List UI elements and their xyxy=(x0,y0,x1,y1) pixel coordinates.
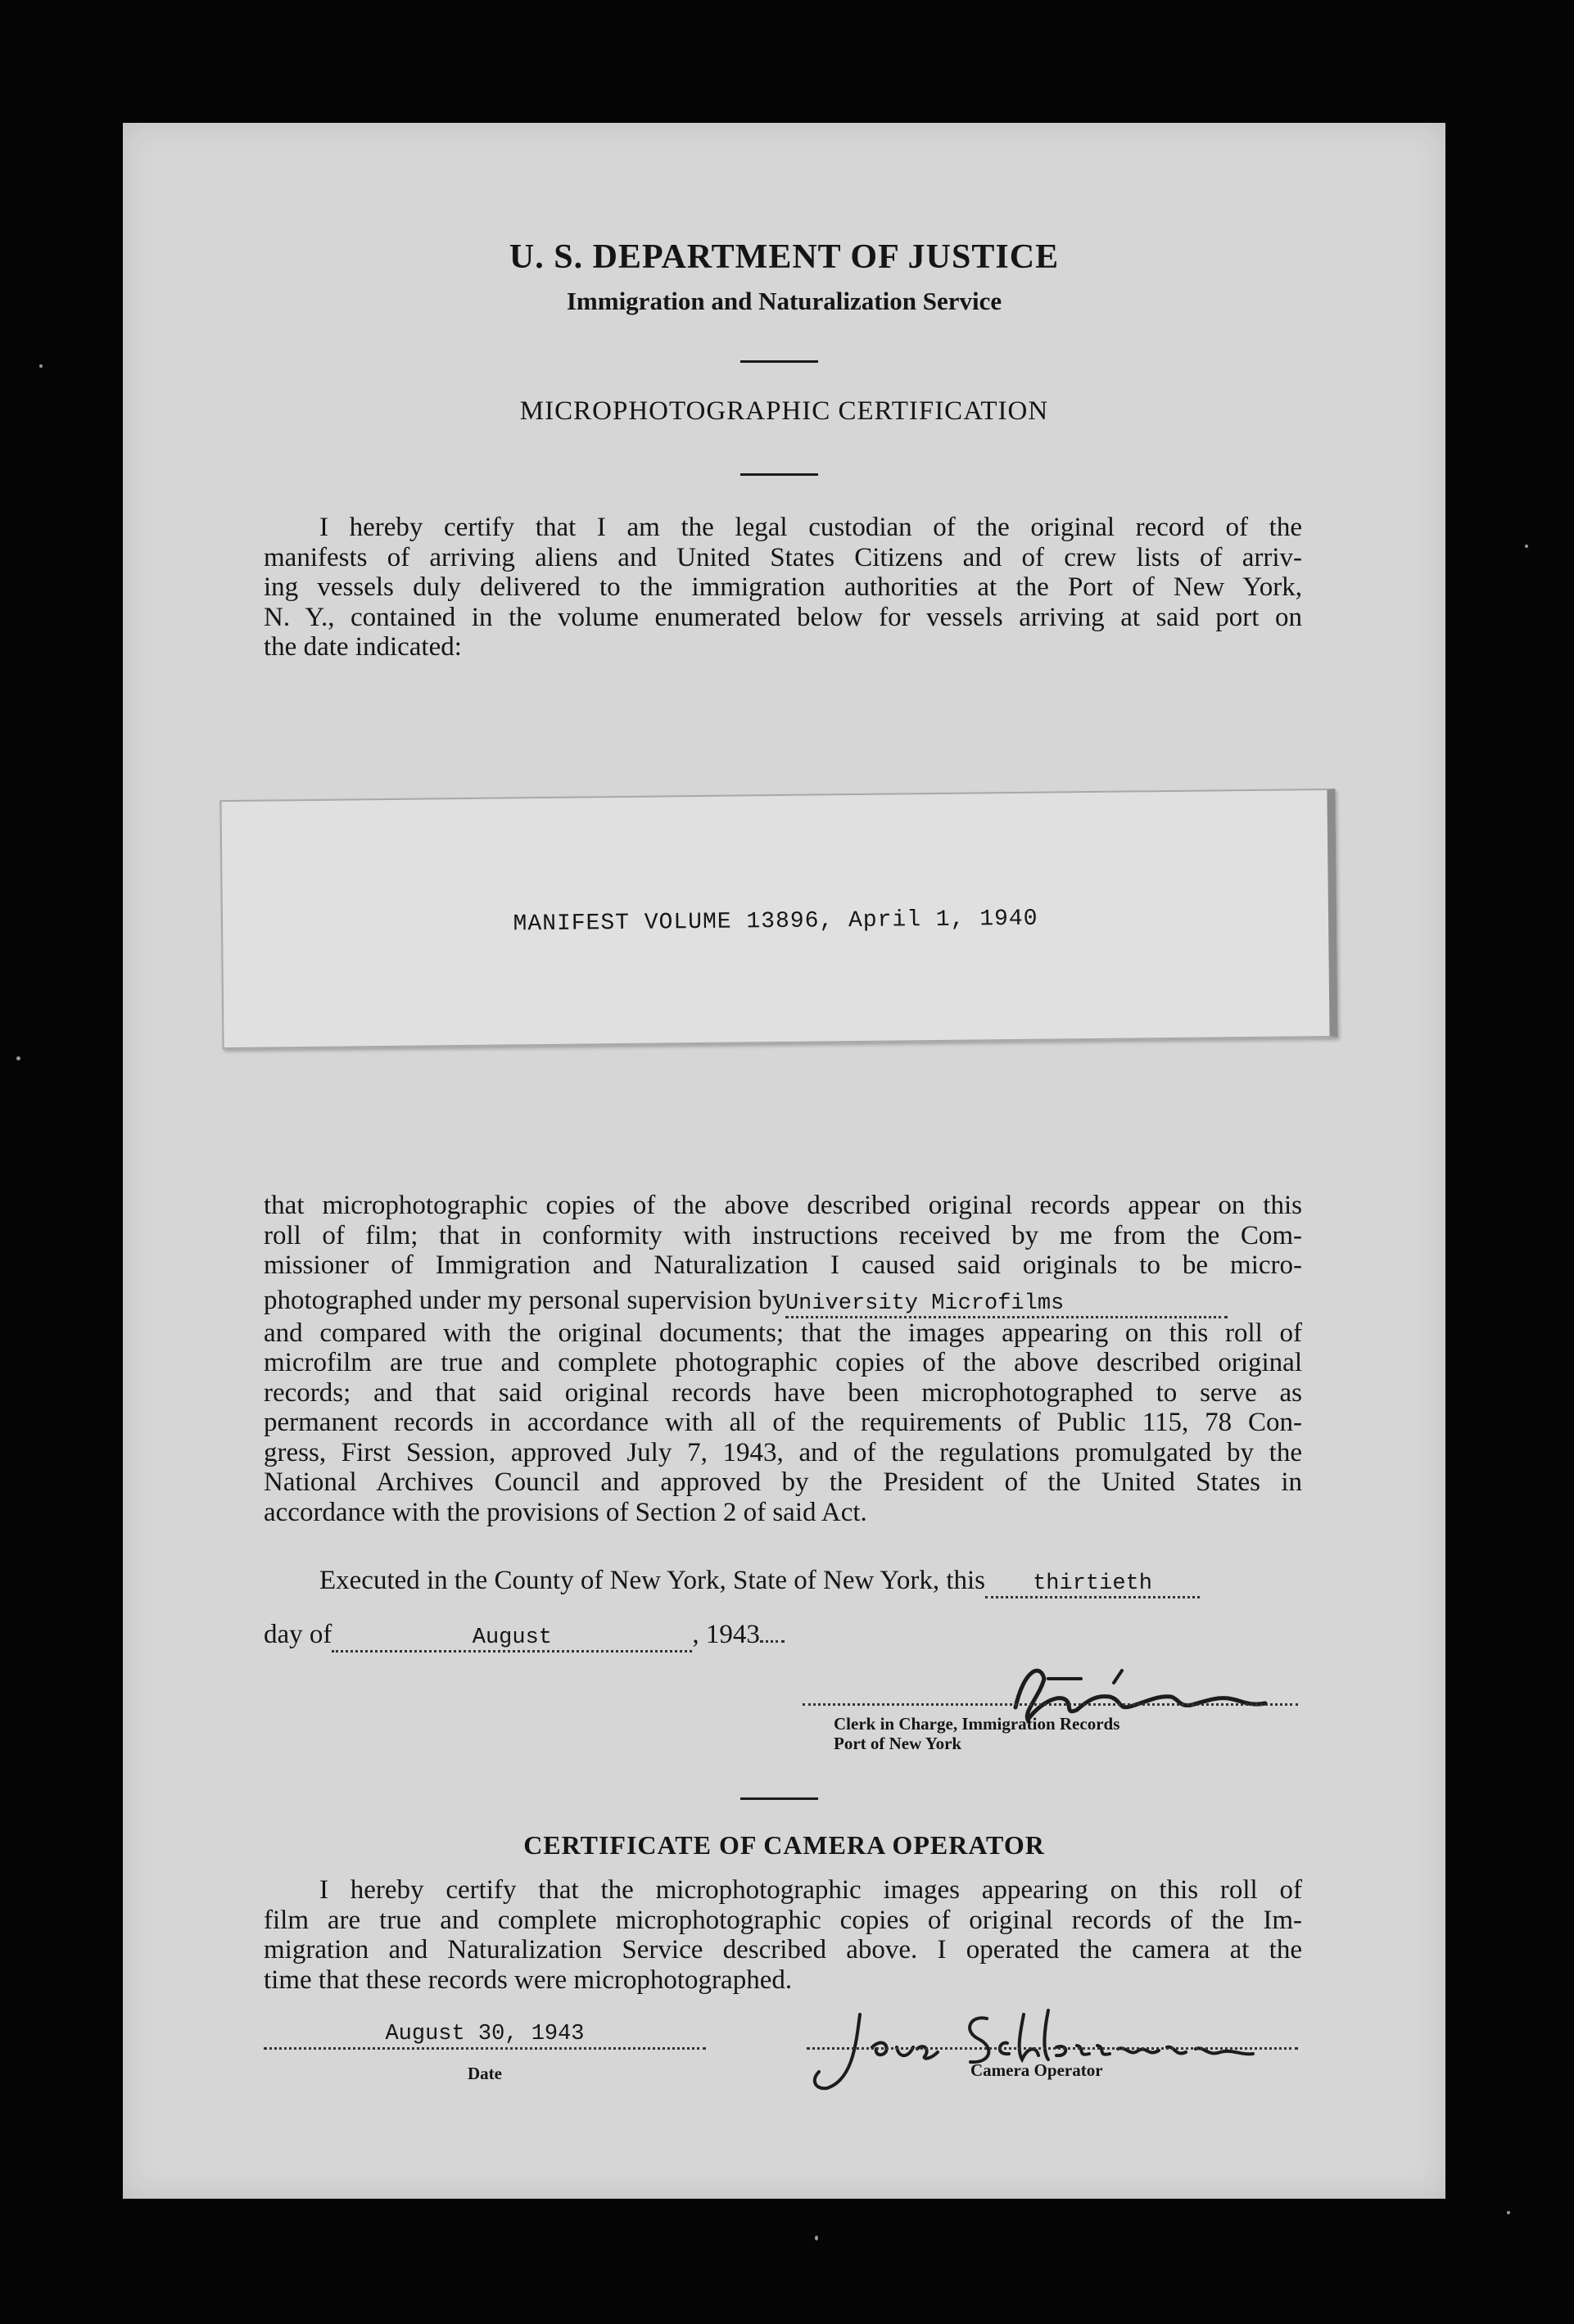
day-field: thirtieth xyxy=(985,1571,1200,1598)
camera-line: time that these records were microphotographed. xyxy=(264,1965,793,1995)
certificate-page xyxy=(123,123,1445,2199)
camera-date-field: August 30, 1943 xyxy=(264,2021,706,2050)
manifest-volume-text: MANIFEST VOLUME 13896, April 1, 1940 xyxy=(513,906,1038,938)
intro-line: manifests of arriving aliens and United States Citizens and of crew lists of arriv- xyxy=(264,542,1302,572)
film-speck xyxy=(1525,545,1528,548)
intro-paragraph xyxy=(264,513,1302,662)
body-line: accordance with the provisions of Section 2 of said Act. xyxy=(264,1497,867,1527)
supervision-line: photographed under my personal supervision byUniversity Microfilms xyxy=(264,1286,1302,1318)
intro-line: I hereby certify that I am the legal custodian of the original record of the xyxy=(319,513,1302,542)
manifest-volume-strip xyxy=(219,789,1337,1049)
body-line: National Archives Council and approved by the President of the United States in xyxy=(264,1467,1302,1497)
camera-line: film are true and complete microphotographic copies of original records of the Im- xyxy=(264,1905,1302,1935)
date-line: day of August , 1943 xyxy=(264,1620,785,1653)
divider xyxy=(740,360,818,363)
body-line: and compared with the original documents; that the images appearing on this roll of xyxy=(264,1318,1302,1348)
camera-operator-label: Camera Operator xyxy=(970,2060,1103,2080)
body-paragraph xyxy=(264,1191,1302,1527)
divider xyxy=(740,473,818,476)
body-line: permanent records in accordance with all of the requirements of Public 115, 78 Con- xyxy=(264,1408,1302,1437)
divider xyxy=(740,1797,818,1800)
body-line: that microphotographic copies of the above described original records appear on this xyxy=(264,1191,1302,1220)
camera-heading: CERTIFICATE OF CAMERA OPERATOR xyxy=(523,1830,1045,1860)
camera-operator-signature xyxy=(794,1998,1310,2105)
department-heading: U. S. DEPARTMENT OF JUSTICE xyxy=(509,238,1060,276)
operator-signature-line xyxy=(807,2047,1298,2050)
camera-paragraph xyxy=(264,1875,1302,1995)
month-field: August xyxy=(332,1625,692,1653)
clerk-title: Clerk in Charge, Immigration Records Port of New York xyxy=(834,1714,1120,1753)
body-line: microfilm are true and complete photographic copies of the above described original xyxy=(264,1348,1302,1377)
camera-line: I hereby certify that the microphotographic images appearing on this roll of xyxy=(319,1875,1302,1905)
body-line: missioner of Immigration and Naturalization I caused said originals to be micro- xyxy=(264,1250,1302,1280)
intro-line: ing vessels duly delivered to the immigration authorities at the Port of New York, xyxy=(264,572,1302,602)
service-subheading: Immigration and Naturalization Service xyxy=(566,287,1002,315)
body-line: gress, First Session, approved July 7, 1943, and of the regulations promulgated by the xyxy=(264,1437,1302,1467)
body-line: roll of film; that in conformity with instructions received by me from the Com- xyxy=(264,1220,1302,1250)
certification-title: MICROPHOTOGRAPHIC CERTIFICATION xyxy=(519,396,1049,426)
body-line: records; and that said original records have been microphotographed to serve as xyxy=(264,1377,1302,1408)
film-speck xyxy=(16,1056,20,1060)
clerk-signature-line xyxy=(803,1703,1298,1706)
date-label: Date xyxy=(468,2064,502,2083)
film-speck xyxy=(815,2236,818,2240)
camera-line: migration and Naturalization Service described above. I operated the camera at the xyxy=(264,1935,1302,1965)
intro-line: N. Y., contained in the volume enumerated below for vessels arriving at said port on xyxy=(264,602,1302,632)
film-speck xyxy=(1507,2211,1510,2214)
executed-line: Executed in the County of New York, State of New York, this thirtieth xyxy=(319,1566,1200,1598)
intro-line: the date indicated: xyxy=(264,632,462,662)
film-speck xyxy=(39,364,43,368)
supervision-field: University Microfilms xyxy=(785,1291,1228,1318)
